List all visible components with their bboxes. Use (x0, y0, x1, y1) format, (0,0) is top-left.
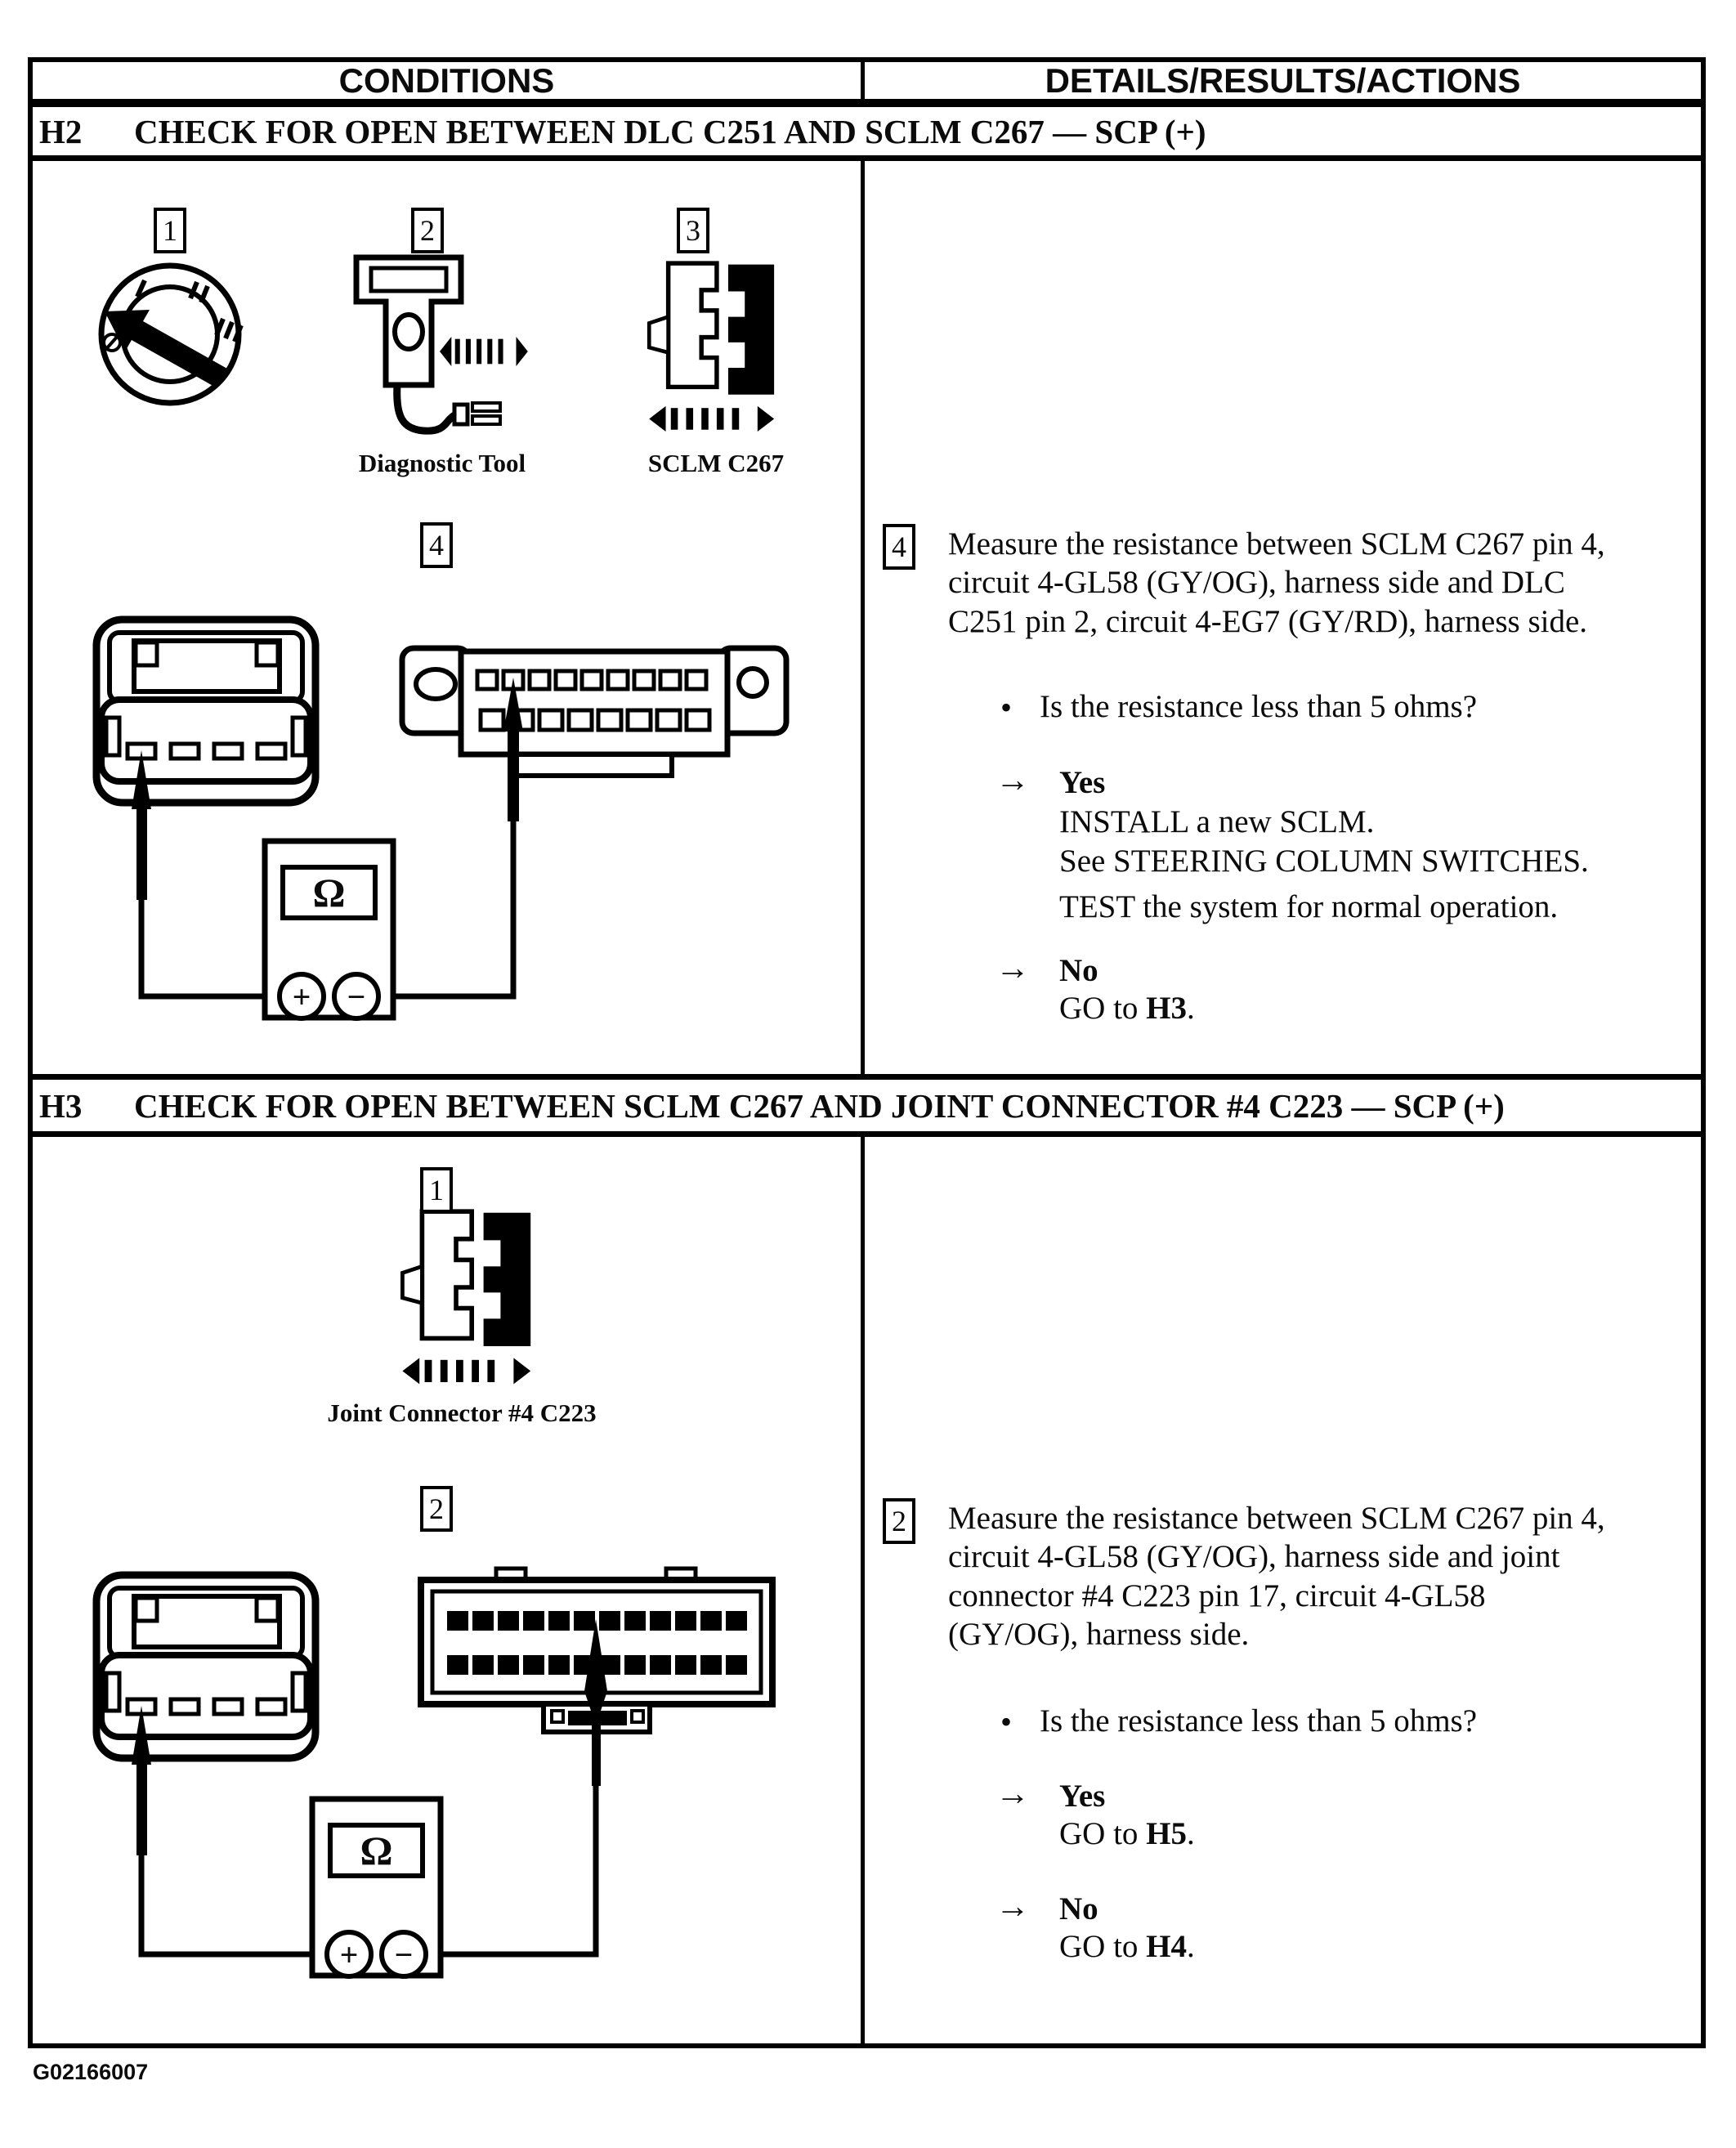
h2-conditions-diagram (33, 161, 861, 1074)
connect-disconnect-arrow-icon (440, 337, 528, 366)
section-h2-code: H2 (39, 112, 83, 150)
details-header-label: DETAILS/RESULTS/ACTIONS (1045, 60, 1521, 100)
pinpoint-test-table (28, 57, 1706, 2048)
diagnostic-tool-label: Diagnostic Tool (358, 449, 526, 477)
arrow-right-icon: → (996, 950, 1030, 987)
figure-id: G02166007 (33, 2060, 149, 2084)
h2-conditions-cell (33, 161, 865, 1074)
bullet-icon: • (1000, 1703, 1013, 1740)
step-question: Is the resistance less than 5 ohms? (1040, 1703, 1478, 1739)
step-instruction-line: Measure the resistance between SCLM C267 pin 4, (948, 1501, 1605, 1536)
yes-action: INSTALL a new SCLM. (1059, 804, 1375, 839)
positive-lead-wire (141, 1855, 327, 1954)
callout-1: 1 (154, 208, 186, 253)
step-question: Is the resistance less than 5 ohms? (1040, 689, 1478, 724)
section-h3-title-row (33, 1080, 1701, 1137)
arrow-right-icon: → (996, 1888, 1030, 1926)
plus-terminal: + (292, 978, 311, 1015)
yes-action: TEST the system for normal operation. (1059, 889, 1559, 924)
negative-lead-wire (426, 1785, 596, 1954)
positive-lead-wire (141, 900, 280, 996)
yes-result-label: Yes (1059, 765, 1106, 800)
conditions-header-label: CONDITIONS (338, 60, 555, 100)
sclm-c267-connector-icon (649, 263, 774, 432)
callout-2: 2 (411, 208, 444, 253)
step-instruction-line: (GY/OG), harness side. (948, 1617, 1250, 1652)
step-number-badge: 4 (883, 524, 915, 570)
callout-3: 3 (677, 208, 709, 253)
yes-action: See STEERING COLUMN SWITCHES. (1059, 844, 1589, 879)
table-header-row (33, 62, 1701, 107)
conditions-column-header (33, 62, 865, 99)
no-action (1059, 1928, 1195, 1965)
sclm-connector-label: SCLM C267 (647, 449, 785, 477)
diagnostic-tool-icon (356, 257, 528, 431)
go-to-prefix: GO to (1059, 1816, 1147, 1851)
joint-connector-label: Joint Connector #4 C223 (327, 1398, 597, 1427)
h2-details-cell (865, 161, 1701, 1074)
go-to-suffix: . (1187, 991, 1195, 1026)
callout-4: 4 (420, 522, 453, 568)
no-result-label: No (1059, 953, 1098, 988)
step-instruction-line: connector #4 C223 pin 17, circuit 4-GL58 (948, 1578, 1486, 1613)
arrow-right-icon: → (996, 1775, 1030, 1813)
section-h2-content-row (33, 161, 1701, 1080)
h3-details-cell (865, 1137, 1701, 2043)
go-to-target: H4 (1146, 1929, 1188, 1964)
section-h3-code: H3 (39, 1086, 83, 1125)
step-instruction-line: Measure the resistance between SCLM C267 pin 4, (948, 526, 1605, 562)
section-h3-title: CHECK FOR OPEN BETWEEN SCLM C267 AND JOINT CONNECTOR #4 C223 — SCP (+) (134, 1086, 1505, 1125)
ignition-switch-icon (101, 266, 241, 403)
callout-2: 2 (420, 1486, 453, 1532)
section-h2-title: CHECK FOR OPEN BETWEEN DLC C251 AND SCLM C267 — SCP (+) (134, 112, 1206, 150)
go-to-suffix: . (1187, 1816, 1195, 1851)
section-h2-title-row (33, 107, 1701, 161)
go-to-suffix: . (1187, 1929, 1195, 1964)
dlc-c251-connector (402, 648, 786, 821)
go-to-target: H5 (1146, 1816, 1188, 1851)
h3-conditions-diagram (33, 1137, 861, 2043)
details-column-header (865, 62, 1701, 99)
go-to-target: H3 (1146, 991, 1188, 1026)
step-instruction-line: circuit 4-GL58 (GY/OG), harness side and joint (948, 1539, 1560, 1574)
go-to-prefix: GO to (1059, 1929, 1147, 1964)
section-h3-content-row (33, 1137, 1701, 2043)
yes-action (1059, 1815, 1195, 1852)
bullet-icon: • (1000, 689, 1013, 726)
joint-connector-4-icon (402, 1211, 530, 1384)
arrow-right-icon: → (996, 762, 1030, 799)
step-instruction-line: C251 pin 2, circuit 4-EG7 (GY/RD), harness side. (948, 604, 1588, 639)
ohm-symbol: Ω (312, 870, 346, 915)
joint-connector-4-c223-harness-connector (421, 1568, 772, 1786)
yes-result-label: Yes (1059, 1779, 1106, 1814)
step-number-badge: 2 (883, 1498, 915, 1544)
sclm-c267-harness-connector (96, 1575, 315, 1855)
minus-terminal: − (347, 978, 366, 1015)
ohm-symbol: Ω (360, 1828, 393, 1873)
negative-lead-wire (378, 821, 513, 996)
minus-terminal: − (394, 1935, 414, 1973)
step-instruction-line: circuit 4-GL58 (GY/OG), harness side and DLC (948, 565, 1565, 600)
no-action (1059, 990, 1195, 1027)
no-result-label: No (1059, 1891, 1098, 1926)
plus-terminal: + (339, 1935, 359, 1973)
go-to-prefix: GO to (1059, 991, 1147, 1026)
callout-1: 1 (420, 1167, 453, 1213)
h3-conditions-cell (33, 1137, 865, 2043)
